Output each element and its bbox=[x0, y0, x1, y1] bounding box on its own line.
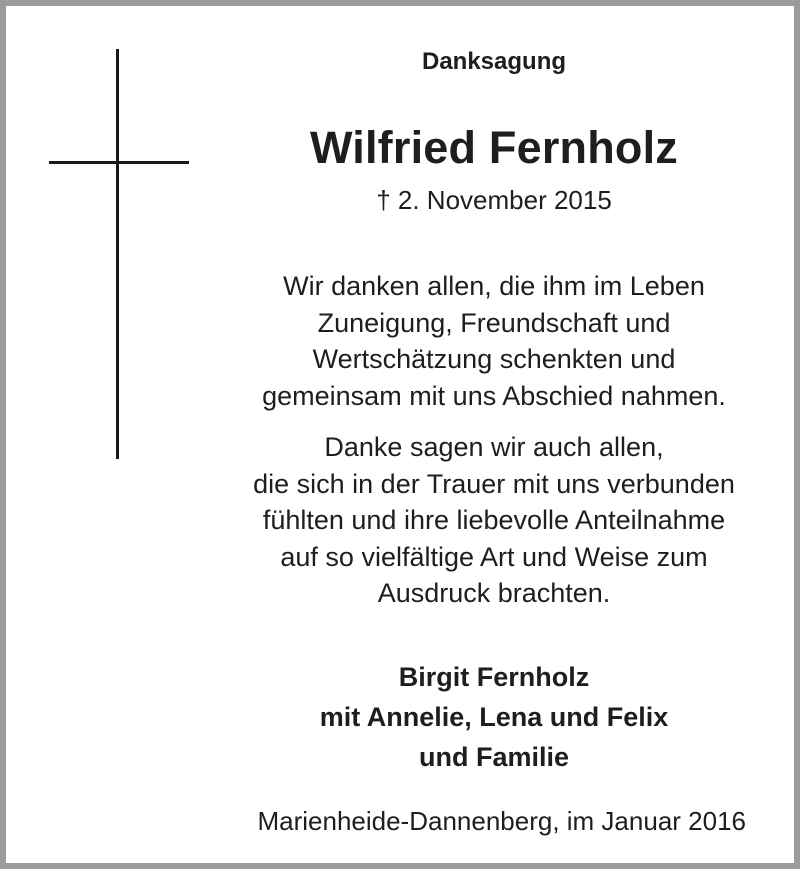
cross-horizontal-bar bbox=[49, 161, 189, 164]
notice-heading: Danksagung bbox=[421, 48, 567, 75]
thanks-line: die sich in der Trauer mit uns verbunden bbox=[253, 468, 735, 499]
signer-line: Birgit Fernholz bbox=[398, 662, 590, 692]
signer-line: und Familie bbox=[418, 742, 570, 772]
thanks-line: Wir danken allen, die ihm im Leben bbox=[283, 271, 705, 301]
deceased-name: Wilfried Fernholz bbox=[310, 122, 678, 173]
thanks-line: gemeinsam mit uns Abschied nahmen. bbox=[262, 380, 726, 411]
thanks-paragraph-1 bbox=[216, 268, 772, 414]
signer-line: mit Annelie, Lena und Felix bbox=[319, 702, 669, 732]
thanks-line: Danke sagen wir auch allen, bbox=[324, 432, 664, 462]
thanks-line: Ausdruck brachten. bbox=[377, 578, 611, 608]
thanks-line: fühlten und ihre liebevolle Anteilnahme bbox=[262, 505, 726, 535]
thanks-line: Zuneigung, Freundschaft und bbox=[317, 307, 671, 338]
signers-block bbox=[216, 657, 772, 777]
thanks-line: Wertschätzung schenkten und bbox=[312, 344, 676, 374]
place-and-date: Marienheide-Dannenberg, im Januar 2016 bbox=[257, 806, 746, 836]
cross-vertical-bar bbox=[116, 49, 119, 459]
thanks-paragraph-2 bbox=[216, 429, 772, 612]
thanks-line: auf so vielfältige Art und Weise zum bbox=[280, 541, 708, 572]
death-date: † 2. November 2015 bbox=[376, 185, 612, 215]
